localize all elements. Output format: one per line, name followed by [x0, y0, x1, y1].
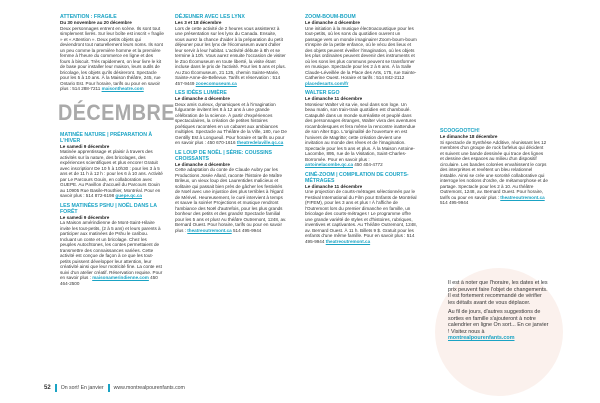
event-title: ZOOM-BOUM-BOUM: [305, 14, 356, 20]
event-title: MATINÉE NATURE | PRÉPARATION À L'HIVER: [60, 131, 153, 144]
event-body: Si spectacle de Synthèse Additive, réunissant les 12 membres d'un groupe de rock farfelus qui décident et suivent une bande dessinée qui trace des lignes et dessine des espaces au milieu d'un dispositif circulaire. Les bandes colorées envahissent le corps des interprètes et revêtent un bleu relationnel instable. Ainsi se crée une sororité collaborative qui interroge les notions d'ordre, de métamorphose et de partage. Spectacle pour les 2 à 10. Au théâtre Outremont, 1248, av. Bernard Ouest. Pour horaire, tarifs ou pour en savoir plus :: [440, 139, 548, 200]
event-date: Le dimanche 4 décembre: [175, 96, 230, 101]
note-link[interactable]: montrealpourenfants.com: [448, 335, 515, 341]
footer-publication: On sort! En janvier: [60, 385, 104, 391]
event-link[interactable]: maisontheatre.com: [101, 86, 144, 91]
event-date: Le dimanche 11 décembre: [305, 183, 363, 189]
event-title: WALTER EGO: [305, 90, 340, 96]
event-body: Une projection de courts-métrages sélectionnés par le Festival International du Film pour Enfants de Montréal (FIFEM), pour les 3 ans et plus ! À l'affiche de l'Outremont lors du premier dimanche en famille, un bricolage des courts-métrages ! Le programme offre une grande variété de styles et d'histoires, rubriques, inventives et captivantes. Au Théâtre Outremont, 1248, av. Bernard Ouest. À 11 h. Billets 9 $. Gratuit pour les enfants d'une même famille. Pour en savoir plus : 514 495-9944: [305, 189, 418, 244]
event-date: Le dimanche 4 décembre: [175, 161, 230, 167]
event-phone: 514 495-9944: [440, 200, 469, 205]
note-text: [448, 280, 550, 345]
event-date: Le samedi 9 décembre: [60, 143, 110, 149]
footer-bar: [108, 384, 110, 392]
month-heading: DÉCEMBRE: [58, 99, 175, 125]
note-paragraph: Au fil de jours, d'autres suggestions de sorties en famille s'ajouteront à notre calendrier en ligne On sort... En ce janvier ! Visitez nous à: [448, 309, 549, 335]
column-2: [175, 10, 287, 236]
column-3: [305, 10, 418, 247]
event-link[interactable]: theatredelaville.qc.ca: [236, 140, 284, 145]
event-phone: 514 495-9944: [232, 227, 262, 233]
event-date: Du 30 novembre au 20 décembre: [60, 20, 132, 25]
event-body: Une initiation à la musique électroacoustique pour les tout-petits, où les sons du quotidien ouvrent un passage vers un monde imaginaire! Zoom-boum-boum s'inspire de la petite enfance, où le vécu des lieux et des objets peuvent éveiller l'imagination, où les objets les plus ordinaires peuvent devenir des instruments et où les sons les plus communs peuvent se transformer en musique. Spectacle pour les 2 à 6 ans. À la Salle Claude-Léveillée de la Place des Arts, 175, rue Sainte-Catherine Ouest. Horaire et tarifs : 514 842-2112: [305, 25, 417, 80]
column-1: [58, 10, 175, 289]
column-4: [440, 124, 548, 209]
event-title: LE LOUP DE NOËL | SÉRIE: COUSSINS CROISSANTS: [175, 149, 272, 162]
event-link[interactable]: maisonamerindienne.com: [92, 275, 149, 280]
event-link[interactable]: zooecomuseum.ca: [195, 80, 237, 86]
note-paragraph: Il est à noter que l'horaire, les dates et les prix peuvent faire l'objet de changements. Il est fortement recommandé de vérifier les détails avant de vous déplacer.: [448, 280, 548, 306]
event-date: Le dimanche 11 décembre: [305, 96, 363, 101]
event-date: Le samedi 9 décembre: [60, 214, 110, 220]
event-body: Deux personnages entrent en scène. Ils sont tout simplement livrés. Sur leur boîte est inscrit « fragile » et « Attention ». Deux petits objets qui deviendront tout naturellement leurs noms. Ils sont un peu comme la première homme et la première femme à l'heure du commerce en ligne et des fours à biscuit. Très rapidement, on leur livre le kit de base pour installer leur maison, leurs outils de bricolage, les objets qu'ils désireront. Spectacle pour les 5 à 10 ans. À la Maison théâtre, 245, rue Ontario Est. Pour horaire, tarifs ou pour en savoir plus : 514 288-7211: [60, 25, 164, 91]
event-phone: 450 464-2500: [60, 275, 158, 286]
page-number: 52: [44, 385, 51, 391]
event-date: Les 3 et 18 décembre: [175, 20, 222, 25]
event-link[interactable]: guepe.qc.ca: [115, 193, 142, 198]
event-title: DÉJEUNER AVEC LES LYNX: [175, 14, 245, 20]
event-phone: 450 404-4772: [354, 162, 383, 167]
footer: [44, 384, 185, 392]
event-title: CINÉ-ZOOM | COMPILATION DE COURTS-MÉTRAGES: [305, 171, 409, 184]
event-body: Monsieur Walter vit sa vie, seul dans son loge. Un beau matin, son train-train quotidien est chamboulé. Catapulté dans un monde surréaliste et peuplé dans des personnages étranges, Walter vivra des aventures rocambolesques et fera même la rencontre inattendue de son Alter Ego. L'originalité de l'ouverture en est l'univers de Magritte; cette création devient une invitation au monde des rêves et de l'imagination. Spectacle pour les 5 ans et plus. À la Maison Antoine-Lacombe, 895, rue de la Visitation, Saint-Charles-Borromée. Pour en savoir plus :: [305, 101, 417, 162]
footer-website[interactable]: www.montrealpourenfants.com: [113, 385, 185, 391]
event-date: Le dimanche 18 décembre: [440, 134, 498, 139]
event-link[interactable]: placedesarts.com/fr: [305, 80, 349, 86]
event-body: La Maison amérindienne de Mont-Saint-Hilaire invite les tout-petits, (2 à 5 ans) et leurs parents à participer aux matinées de Pshu le caribou. Incluant un conte et un bricolage. Chez les peuples Autochtones, les contes permettaient de transmettre des connaissances variées. Cette activité est conçue de façon à ce que les tout-petits puissent développer leur attention, leur créativité ainsi que leur motricité fine. La conte est suivi d'un atelier créatif. Réservation requise. Pour en savoir plus :: [60, 220, 163, 280]
event-body: Cette adaptation du conte de Claude Aubry par les Productions Josée Allard, raconte l'histoire de Maître Brileux, un vieux loup des Laurentides malicieux et solitaire qui passait bien près de gâcher les festivités de Noël avec une injustice des plus terribles à l'égard de Mérivel. Heureusement, le curé intervient à temps et sauve la soirée! Projections et musique rendront l'ambiance des Noël d'autrefois, pour les plus grands bonheur des petits et des grands! Spectacle familial pour les 5 ans et plus! Au théâtre Outremont, 1248, av. Bernard Ouest. Pour horaire, tarifs ou pour en savoir plus :: [175, 167, 287, 233]
event-body: Lors de cette activité de 2 heures vous assisterez à une présentation sur les lynx du Canada. Ensuite, vous aurez la chance d'aider à la préparation du petit déjeuner pour les lynx de l'écomuseum avant d'aller leur servir à leur habitat. L'activité débute à 8h et se termine à 10h. Vous aurez ensuite l'occasion de visiter le Zoo Écomuseum en toute liberté, la visite étant incluse dans le prix de l'activité. Pour les 5 ans et plus. Au Zoo Écomuseum, 21 125, chemin Sainte-Marie, Sainte-Anne-de-Bellevue. Tarifs et réservation : 514 457-9449: [175, 25, 286, 86]
footer-bar: [55, 384, 57, 392]
event-title: LES IDÉES LUMIÈRE: [175, 90, 227, 96]
event-link[interactable]: theatreoutremont.ca: [325, 238, 371, 244]
event-title: LES MATINÉES PSHU | NOËL DANS LA FORÊT: [60, 202, 157, 215]
event-date: Le dimanche 4 décembre: [305, 20, 360, 25]
event-link[interactable]: theatreoutremont.ca: [187, 227, 232, 233]
event-title: SCOOGOOTCH!: [440, 128, 480, 134]
event-link[interactable]: antoinelacombe.qc.ca: [305, 162, 353, 167]
event-body: Matinée apprentissage et plaisir à travers des activités sur la nature, des bricolages, des expériences scientifiques et plus encore! Gratuit avec inscription! De 10 h à 10h30 : pour les 3 à 5 ans et de 11 h à 12 h : pour les 6 à 10 ans. Activité par Le Parcours Gouin, en collaboration avec GUEPE. Au Pavillon d'accueil du Parcours Gouin au 10905 Rue Basile-Routhier, Montréal. Pour en savoir plus : 514 872-6198: [60, 149, 163, 198]
event-body: Deux amis curieux, dynamiques et à l'imagination fulgurante invitent les 8 à 12 ans à une grande célébration de la science. À partir d'expériences spectaculaires, la création de petites histoires poétiques racontées en un cabaret aux ambiances multiples. Spectacle au Théâtre de la Ville, 180, rue De Gentilly Est à Longueuil. Pour horaire et tarifs ou pour en savoir plus : 450 670-1616: [175, 101, 287, 145]
event-title: ATTENTION : FRAGILE: [60, 14, 117, 20]
event-link[interactable]: theatreoutremont.ca: [500, 194, 545, 200]
